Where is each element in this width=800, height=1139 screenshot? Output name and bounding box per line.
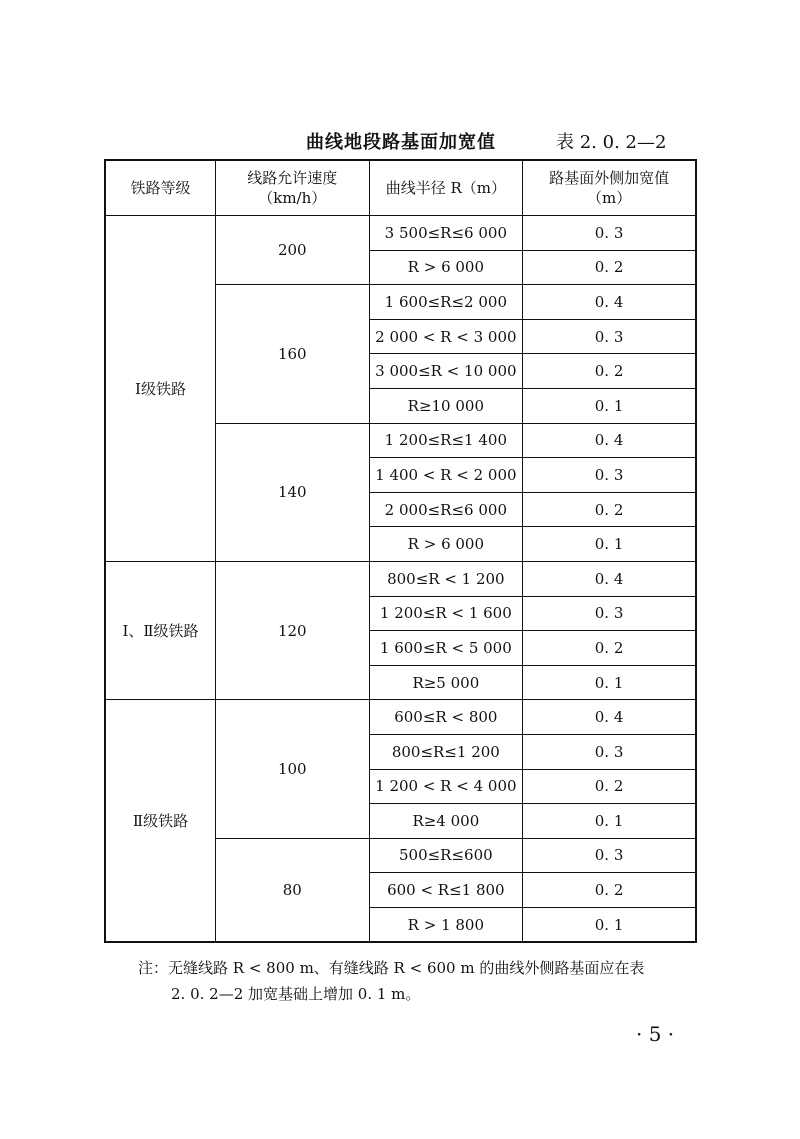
radius-cell: R > 1 800: [369, 907, 523, 942]
widen-cell: 0. 2: [523, 873, 696, 908]
widen-cell: 0. 3: [523, 319, 696, 354]
widen-cell: 0. 3: [523, 596, 696, 631]
radius-cell: 500≤R≤600: [369, 838, 523, 873]
grade-cell: Ⅱ级铁路: [105, 700, 216, 943]
table-row: [105, 216, 696, 251]
radius-cell: R≥4 000: [369, 804, 523, 839]
header-speed: 线路允许速度 （km/h）: [216, 160, 370, 216]
widen-cell: 0. 2: [523, 492, 696, 527]
speed-cell: 140: [216, 423, 370, 561]
header-widen: 路基面外侧加宽值 （m）: [523, 160, 696, 216]
table-caption: [0, 124, 800, 154]
speed-cell: 100: [216, 700, 370, 838]
widen-cell: 0. 1: [523, 388, 696, 423]
radius-cell: R > 6 000: [369, 527, 523, 562]
radius-cell: 1 200≤R < 1 600: [369, 596, 523, 631]
header-radius: 曲线半径 R（m）: [369, 160, 523, 216]
widen-cell: 0. 1: [523, 665, 696, 700]
widen-cell: 0. 1: [523, 527, 696, 562]
radius-cell: R≥10 000: [369, 388, 523, 423]
radius-cell: 1 200≤R≤1 400: [369, 423, 523, 458]
page-number: · 5 ·: [636, 1022, 675, 1046]
widen-cell: 0. 2: [523, 631, 696, 666]
widen-cell: 0. 4: [523, 561, 696, 596]
table-note: [138, 955, 708, 1007]
radius-cell: 2 000 < R < 3 000: [369, 319, 523, 354]
radius-cell: 1 200 < R < 4 000: [369, 769, 523, 804]
widen-cell: 0. 2: [523, 250, 696, 285]
widen-cell: 0. 2: [523, 769, 696, 804]
table-title: 曲线地段路基面加宽值: [306, 132, 496, 153]
radius-cell: 1 600≤R < 5 000: [369, 631, 523, 666]
widen-cell: 0. 3: [523, 838, 696, 873]
radius-cell: 1 400 < R < 2 000: [369, 458, 523, 493]
radius-cell: 3 000≤R < 10 000: [369, 354, 523, 389]
radius-cell: 3 500≤R≤6 000: [369, 216, 523, 251]
speed-cell: 120: [216, 561, 370, 699]
grade-cell: Ⅰ级铁路: [105, 216, 216, 562]
widen-cell: 0. 3: [523, 734, 696, 769]
radius-cell: 600≤R < 800: [369, 700, 523, 735]
widening-table: [104, 159, 697, 943]
radius-cell: 2 000≤R≤6 000: [369, 492, 523, 527]
radius-cell: 800≤R < 1 200: [369, 561, 523, 596]
radius-cell: 1 600≤R≤2 000: [369, 285, 523, 320]
widen-cell: 0. 4: [523, 700, 696, 735]
table-row: [105, 561, 696, 596]
note-line-1: 注：无缝线路 R < 800 m、有缝线路 R < 600 m 的曲线外侧路基面应在表: [138, 959, 645, 977]
speed-cell: 80: [216, 838, 370, 942]
radius-cell: R≥5 000: [369, 665, 523, 700]
speed-cell: 160: [216, 285, 370, 423]
header-grade: 铁路等级: [105, 160, 216, 216]
note-line-2: 2. 0. 2—2 加宽基础上增加 0. 1 m。: [171, 985, 421, 1003]
speed-cell: 200: [216, 216, 370, 285]
grade-cell: Ⅰ、Ⅱ级铁路: [105, 561, 216, 699]
widen-cell: 0. 1: [523, 804, 696, 839]
widen-cell: 0. 4: [523, 423, 696, 458]
widen-cell: 0. 3: [523, 216, 696, 251]
table-row: [105, 700, 696, 735]
widen-cell: 0. 2: [523, 354, 696, 389]
widen-cell: 0. 1: [523, 907, 696, 942]
radius-cell: 600 < R≤1 800: [369, 873, 523, 908]
radius-cell: 800≤R≤1 200: [369, 734, 523, 769]
widen-cell: 0. 3: [523, 458, 696, 493]
widen-cell: 0. 4: [523, 285, 696, 320]
header-row: [105, 160, 696, 216]
radius-cell: R > 6 000: [369, 250, 523, 285]
table-number: 表 2. 0. 2—2: [556, 132, 667, 153]
